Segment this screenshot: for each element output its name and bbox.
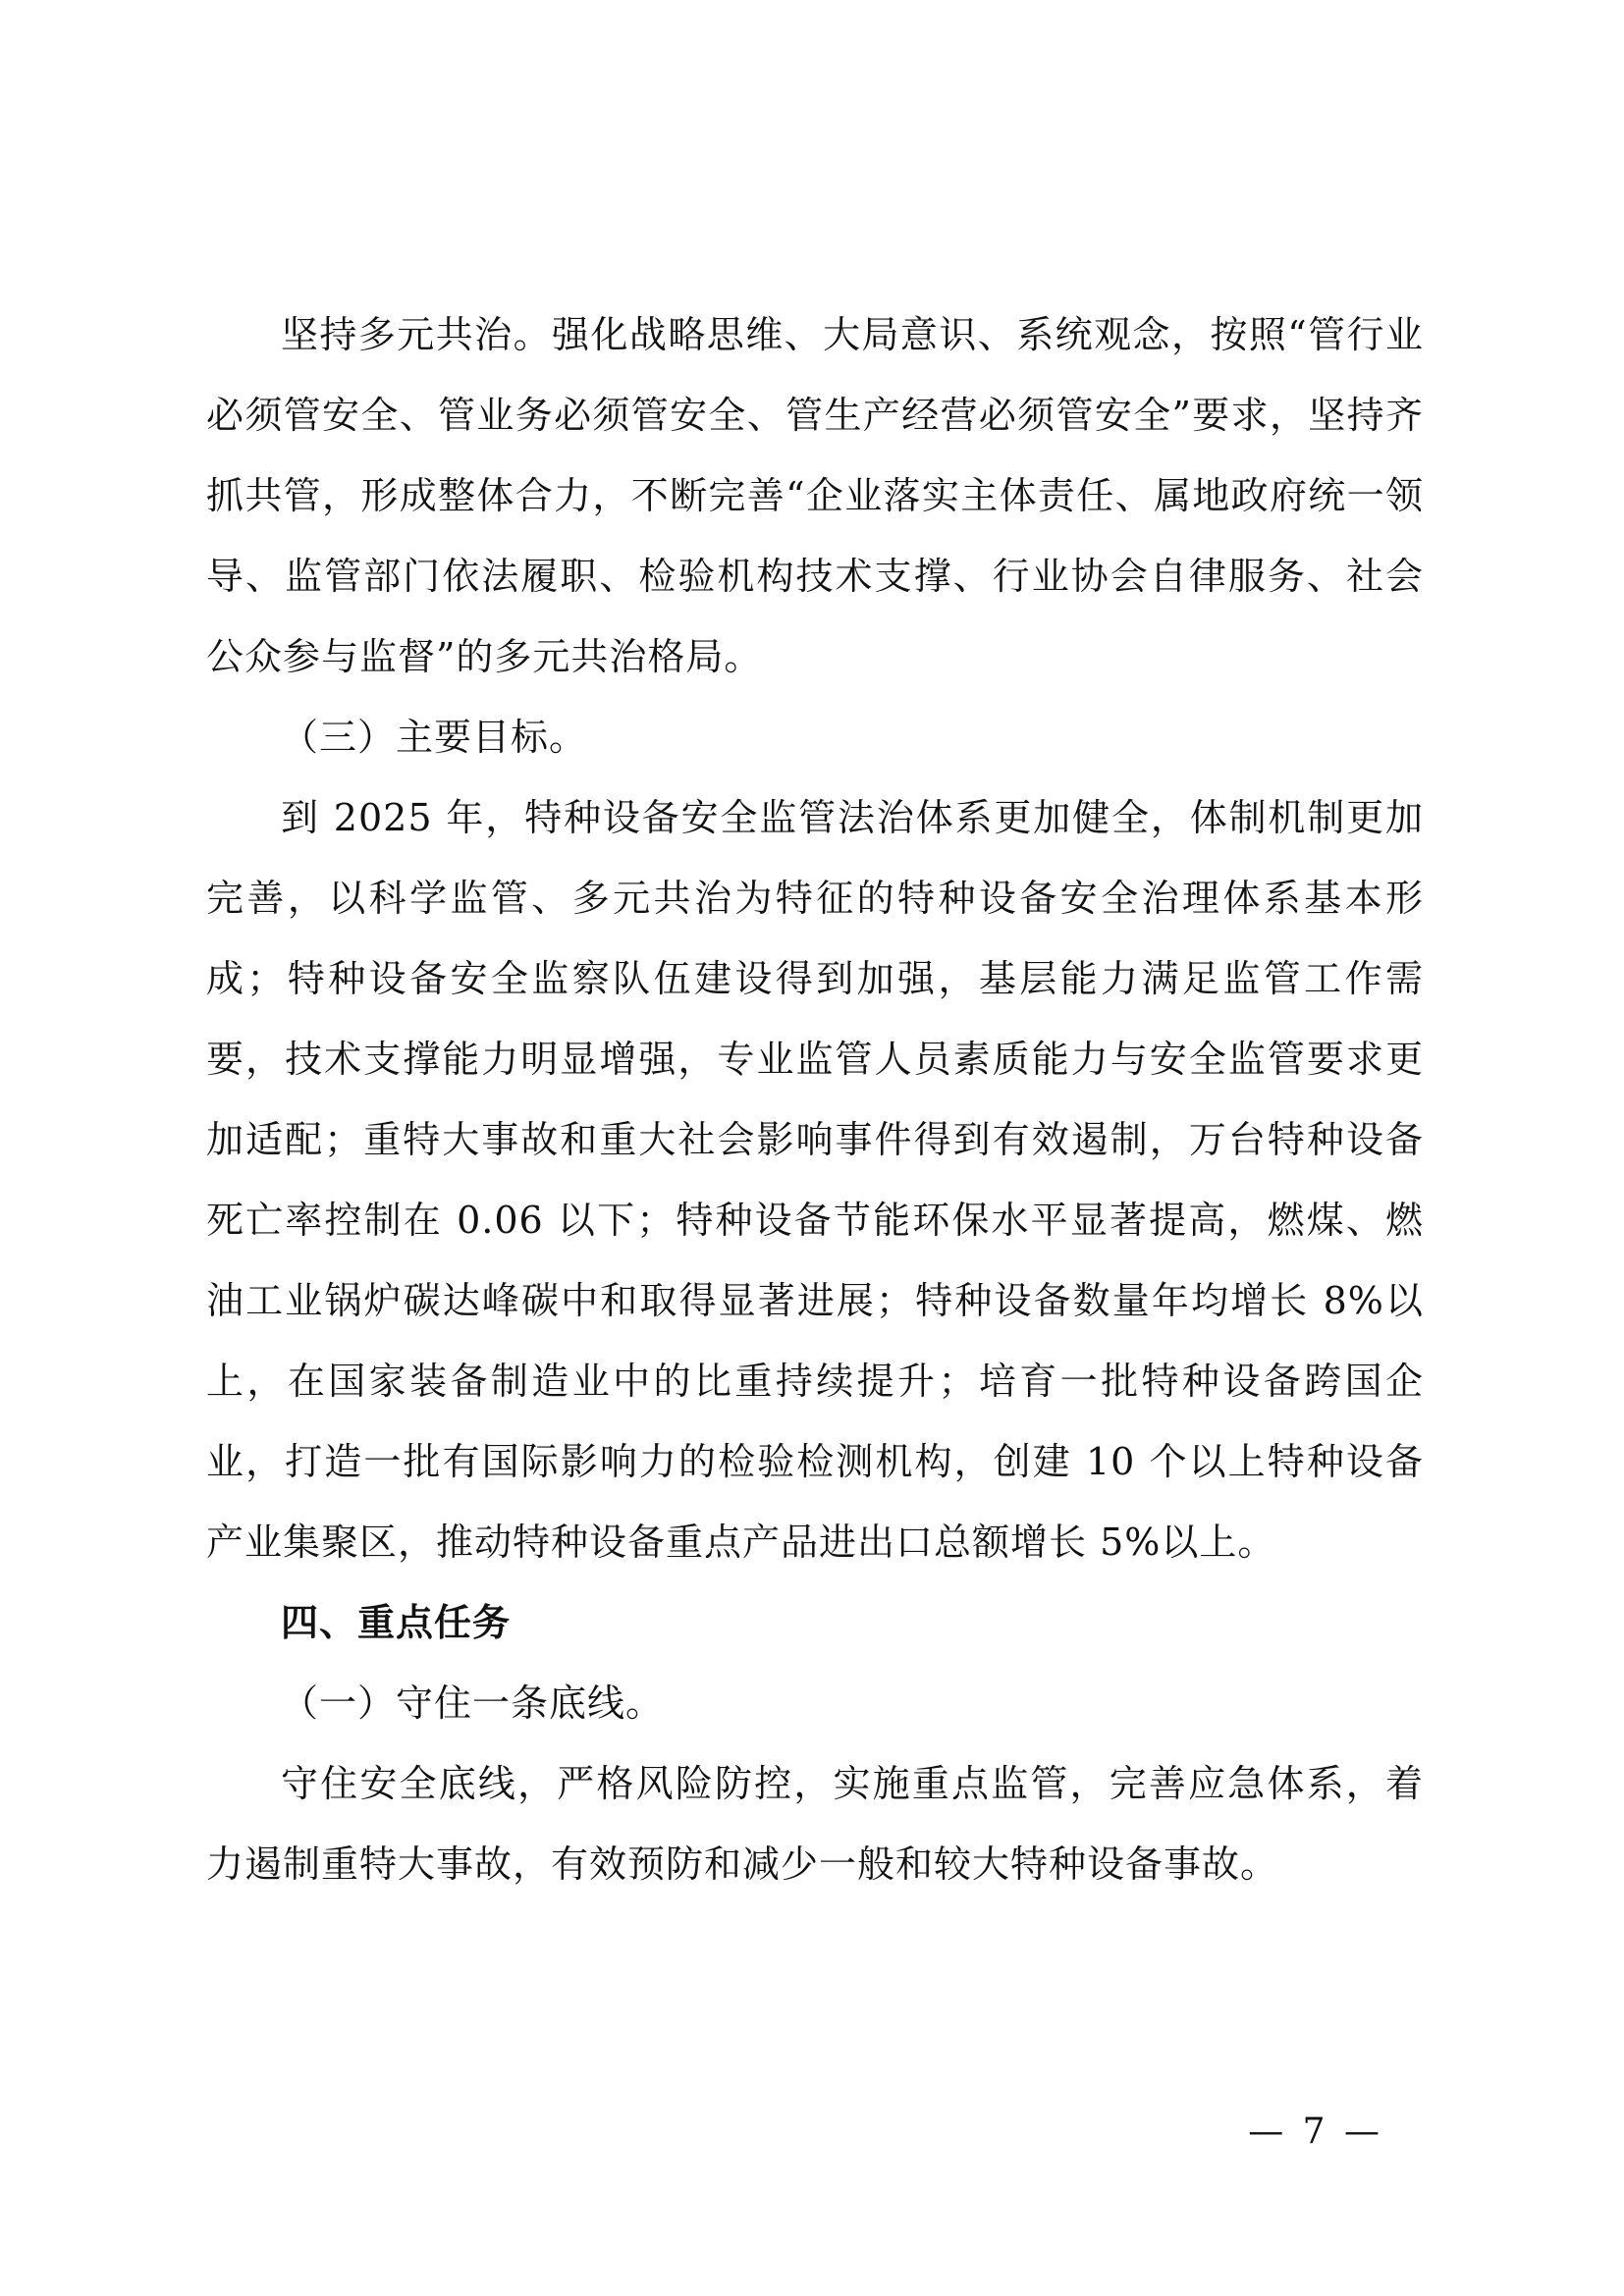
paragraph-safety-bottom-line: 守住安全底线，严格风险防控，实施重点监管，完善应急体系，着力遏制重特大事故，有效预防和减少一般和较大特种设备事故。	[206, 1762, 1424, 1886]
heading-bottom-line: （一）守住一条底线。	[281, 1682, 665, 1725]
paragraph-2025-goals: 到 2025 年，特种设备安全监管法治体系更加健全，体制机制更加完善，以科学监管、多元共治为特征的特种设备安全治理体系基本形成；特种设备安全监察队伍建设得到加强，基层能力满足监管工作需要，技术支撑能力明显增强，专业监管人员素质能力与安全监管要求更加适配；重特大事故和重大社会影响事件得到有效遏制，万台特种设备死亡率控制在 0.06 以下；特种设备节能环保水平显著提高，燃煤、燃油工业锅炉碳达峰碳中和取得显著进展；特种设备数量年均增长 8%以上，在国家装备制造业中的比重持续提升；培育一批特种设备跨国企业，打造一批有国际影响力的检验检测机构，创建 10 个以上特种设备产业集聚区，推动特种设备重点产品进出口总额增长 5%以上。	[206, 796, 1424, 1564]
page-number: — 7 —	[1248, 2111, 1383, 2152]
paragraph-multi-governance: 坚持多元共治。强化战略思维、大局意识、系统观念，按照“管行业必须管安全、管业务必须管安全、管生产经营必须管安全”要求，坚持齐抓共管，形成整体合力，不断完善“企业落实主体责任、属地政府统一领导、监管部门依法履职、检验机构技术支撑、行业协会自律服务、社会公众参与监督”的多元共治格局。	[206, 313, 1424, 678]
heading-key-tasks: 四、重点任务	[281, 1601, 512, 1644]
heading-main-goals: （三）主要目标。	[281, 716, 588, 759]
document-body	[206, 294, 1424, 1904]
